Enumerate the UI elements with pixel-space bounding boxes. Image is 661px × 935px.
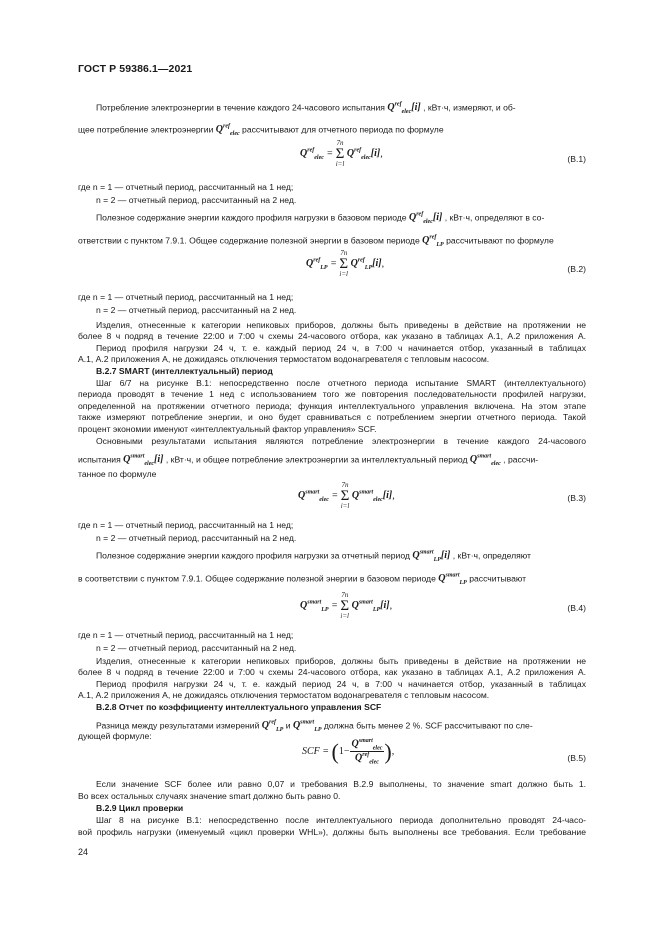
- text-line: n = 2 — отчетный период, рассчитанный на 2 нед.: [96, 533, 297, 543]
- text-line: более 8 ч подряд в течение 22:00 и 7:00 ч схемы 24-часового отбора, как указано в таблицах А.1, А.2 приложения А.: [78, 331, 586, 341]
- page-header: ГОСТ Р 59386.1—2021: [78, 63, 193, 75]
- text-line: где n = 1 — отчетный период, рассчитанный на 1 нед;: [78, 292, 294, 302]
- q-elec-ref-i-symbol: $Q^{ref}_{elec}[i]$: [387, 102, 421, 116]
- text-line: в соответствии с пунктом 7.9.1. Общее содержание полезной энергии в базовом периоде $Q^{smart}_{LP}$ рассчитывают: [78, 573, 527, 587]
- text-line: вой профиль нагрузки (именуемый «цикл проверки WHL»), должны быть выполнены все требования. Если требование: [78, 827, 586, 837]
- text-line: также измеряют потребление энергии, и оно будет сравниваться с потреблением энергии отчетного периода. Такой: [78, 412, 586, 422]
- q-elec-ref-i-symbol: $Q^{ref}_{elec}[i]$: [408, 212, 443, 226]
- text-line: испытания $Q^{smart}_{elec}[i]$ , кВт·ч, и общее потребление электроэнергии за интеллектуальный период $Q^{smart}_{elec}$ , рассчи-: [78, 454, 539, 468]
- q-lp-smart-i-symbol: $Q^{smart}_{LP}[i]$: [412, 550, 451, 564]
- text-line: процент экономии именуют «интеллектуальный фактор управления» SCF.: [78, 424, 377, 434]
- section-heading: В.2.7 SMART (интеллектуальный) период: [96, 366, 273, 376]
- q-elec-smart-i-symbol: $Q^{smart}_{elec}[i]$: [123, 454, 164, 468]
- text-line: где n = 1 — отчетный период, рассчитанный на 1 нед;: [78, 182, 294, 192]
- text-line: периода проводят в течение 1 нед с использованием того же повторения последовательности профилей нагрузки,: [78, 389, 586, 399]
- text-line: Период профиля нагрузки 24 ч, т. е. каждый период 24 ч, в 7:00 ч начинается отбор, указанный в таблицах: [96, 343, 586, 353]
- text-line: определенной на протяжении отчетного периода; функция интеллектуального управления включена. На этом этапе: [78, 401, 586, 411]
- text-line: более 8 ч подряд в течение 22:00 и 7:00 ч схемы 24-часового отбора, как указано в таблицах А.1, А.2 приложения А.: [78, 667, 586, 677]
- q-elec-ref-symbol: $Q^{ref}_{elec}$: [215, 124, 240, 138]
- equation-number: (В.1): [567, 154, 586, 164]
- equation-number: (В.4): [567, 603, 586, 613]
- equation-number: (В.5): [567, 753, 586, 763]
- equation-b5: SCF = (1− $\frac{Q^{smart}_{elec}}{Q^{ref}_{elec}}$ ),: [302, 738, 395, 766]
- text-line: Шаг 6/7 на рисунке В.1: непосредственно после отчетного периода испытание SMART (интеллектуального): [96, 378, 586, 388]
- text-line: дующей формуле:: [78, 731, 152, 741]
- q-lp-ref-symbol: $Q^{ref}_{LP}$: [261, 720, 284, 734]
- text-line: танное по формуле: [78, 469, 157, 479]
- text-line: Изделия, отнесенные к категории непиковых приборов, должны быть приведены в действие на протяжении не: [96, 656, 586, 666]
- equation-b1: $Q^{ref}_{elec}$ = 7n Σ i=l $Q^{ref}_{elec}[i]$,: [300, 139, 383, 168]
- text-line: Полезное содержание энергии каждого профиля нагрузки за отчетный период $Q^{smart}_{LP}[i]$ , кВт·ч, определяют: [96, 550, 531, 564]
- section-heading: В.2.8 Отчет по коэффициенту интеллектуального управления SCF: [96, 702, 382, 712]
- page-number: 24: [78, 847, 89, 857]
- text-line: Период профиля нагрузки 24 ч, т. е. каждый период 24 ч, в 7:00 ч начинается отбор, указанный в таблицах: [96, 679, 586, 689]
- text-line: щее потребление электроэнергии $Q^{ref}_{elec}$ рассчитывают для отчетного периода по формуле: [78, 124, 444, 138]
- text-line: Во всех остальных случаях значение smart должно быть равно 0.: [78, 791, 341, 801]
- text-line: Потребление электроэнергии в течение каждого 24-часового испытания $Q^{ref}_{elec}[i]$ , кВт·ч, измеряют, и об-: [96, 102, 516, 116]
- equation-number: (В.3): [567, 493, 586, 503]
- text-line: Шаг 8 на рисунке В.1: непосредственно после интеллектуального периода дополнительно проводят 24-часо-: [96, 815, 586, 825]
- equation-b4: $Q^{smart}_{LP}$ = 7n Σ i=l $Q^{smart}_{LP}[i]$,: [300, 591, 393, 620]
- q-lp-smart-symbol: $Q^{smart}_{LP}$: [438, 573, 467, 587]
- q-elec-smart-symbol: $Q^{smart}_{elec}$: [469, 454, 501, 468]
- text-line: А.1, А.2 приложения А, не дожидаясь отключения термостатом водонагревателя с тепловым насосом.: [78, 354, 490, 364]
- text-line: ответствии с пунктом 7.9.1. Общее содержание полезной энергии в базовом периоде $Q^{ref}_{LP}$ рассчитывают по формуле: [78, 235, 554, 249]
- equation-b2: $Q^{ref}_{LP}$ = 7n Σ i=l $Q^{ref}_{LP}[i]$,: [306, 249, 385, 278]
- text-line: где n = 1 — отчетный период, рассчитанный на 1 нед;: [78, 520, 294, 530]
- text-line: Если значение SCF более или равно 0,07 и требования В.2.9 выполнены, то значение smart должно быть 1.: [96, 779, 586, 789]
- text-line: Разница между результатами измерений $Q^{ref}_{LP}$ и $Q^{smart}_{LP}$ должна быть менее 2 %. SCF рассчитывают по сле-: [96, 720, 533, 734]
- text-line: где n = 1 — отчетный период, рассчитанный на 1 нед;: [78, 630, 294, 640]
- text-line: n = 2 — отчетный период, рассчитанный на 2 нед.: [96, 305, 297, 315]
- text-line: Полезное содержание энергии каждого профиля нагрузки в базовом периоде $Q^{ref}_{elec}[i]$ , кВт·ч, определяют в со-: [96, 212, 545, 226]
- text-line: Изделия, отнесенные к категории непиковых приборов, должны быть приведены в действие на протяжении не: [96, 320, 586, 330]
- section-heading: В.2.9 Цикл проверки: [96, 803, 184, 813]
- q-lp-smart-symbol: $Q^{smart}_{LP}$: [292, 720, 322, 734]
- q-lp-ref-symbol: $Q^{ref}_{LP}$: [422, 235, 444, 249]
- text-line: Основными результатами испытания являются потребление электроэнергии в течение каждого 24-часового: [96, 436, 586, 446]
- text-line: n = 2 — отчетный период, рассчитанный на 2 нед.: [96, 195, 297, 205]
- equation-number: (В.2): [567, 264, 586, 274]
- text-line: n = 2 — отчетный период, рассчитанный на 2 нед.: [96, 643, 297, 653]
- equation-b3: $Q^{smart}_{elec}$ = 7n Σ i=l $Q^{smart}_{elec}[i]$,: [298, 481, 395, 510]
- text-line: А.1, А.2 приложения А, не дожидаясь отключения термостатом водонагревателя с тепловым насосом.: [78, 690, 490, 700]
